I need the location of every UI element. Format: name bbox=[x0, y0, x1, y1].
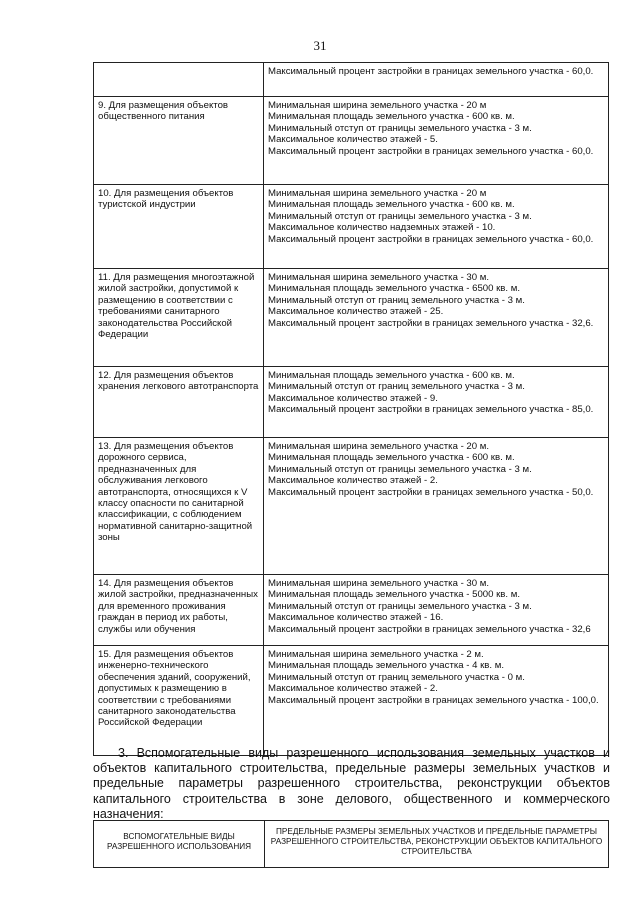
table-body bbox=[94, 63, 609, 756]
parameter-line: Максимальное количество этажей - 25. bbox=[268, 306, 444, 318]
paragraph-text: 3. Вспомогательные виды разрешенного использования земельных участков и объектов капитального строительства, предельные размеры земельных участков и предельные параметры разрешенного строительства, реконструкции объектов капитального строительства в зоне делового, общественного и коммерческого назначения: bbox=[93, 746, 610, 821]
parameter-line: Минимальная ширина земельного участка - 30 м. bbox=[268, 272, 490, 283]
parameter-line: Минимальная площадь земельного участка - 4 кв. м. bbox=[268, 660, 504, 672]
table-row bbox=[94, 575, 609, 646]
page-number: 31 bbox=[313, 38, 327, 53]
zoning-parameters-table bbox=[93, 62, 609, 756]
parameters-cell bbox=[264, 97, 609, 185]
use-type-cell bbox=[94, 63, 264, 97]
use-type-cell: 14. Для размещения объектов жилой застройки, предназначенных для временного проживания граждан в период их работы, службы или обучения bbox=[94, 575, 264, 646]
parameter-line: Минимальная ширина земельного участка - 2 м. bbox=[268, 649, 484, 660]
parameter-line: Минимальная площадь земельного участка - 600 кв. м. bbox=[268, 370, 515, 381]
table-row bbox=[94, 97, 609, 185]
parameter-line: Максимальный процент застройки в границах земельного участка - 50,0. bbox=[268, 486, 594, 498]
parameter-line: Минимальная ширина земельного участка - 20 м bbox=[268, 100, 487, 111]
parameters-cell bbox=[264, 646, 609, 756]
parameter-line: Максимальный процент застройки в границах земельного участка - 85,0. bbox=[268, 404, 594, 416]
parameter-line: Минимальный отступ от границ земельного участка - 0 м. bbox=[268, 671, 525, 683]
table-row bbox=[94, 63, 609, 97]
use-type-cell: 12. Для размещения объектов хранения легкового автотранспорта bbox=[94, 367, 264, 438]
table-row bbox=[94, 646, 609, 756]
table-row bbox=[94, 185, 609, 269]
use-type-cell: 15. Для размещения объектов инженерно-технического обеспечения зданий, сооружений, допустимых к размещению в соответствии с требованиями санитарного законодательства Российской Федерации bbox=[94, 646, 264, 756]
parameters-cell bbox=[264, 63, 609, 97]
table-row bbox=[94, 367, 609, 438]
parameter-line: Минимальная ширина земельного участка - 20 м bbox=[268, 188, 487, 199]
parameter-line: Минимальная площадь земельного участка - 600 кв. м. bbox=[268, 111, 515, 123]
use-type-cell: 13. Для размещения объектов дорожного сервиса, предназначенных для обслуживания легкового автотранспорта, относящихся к V классу опасности по санитарной классификации, с соблюдением нормативной санитарно-защитной зоны bbox=[94, 438, 264, 575]
parameter-line: Минимальный отступ от границы земельного участка - 3 м. bbox=[268, 600, 532, 612]
auxiliary-uses-table-header bbox=[93, 820, 609, 868]
parameter-line: Максимальное количество этажей - 2. bbox=[268, 683, 438, 695]
parameter-line: Минимальный отступ от границ земельного участка - 3 м. bbox=[268, 381, 525, 393]
parameter-line: Минимальная площадь земельного участка - 6500 кв. м. bbox=[268, 283, 520, 295]
parameter-line: Минимальная ширина земельного участка - 30 м. bbox=[268, 578, 490, 589]
parameter-line: Максимальное количество этажей - 5. bbox=[268, 134, 438, 146]
parameter-line: Максимальное количество этажей - 2. bbox=[268, 475, 438, 487]
parameter-line: Минимальная площадь земельного участка - 600 кв. м. bbox=[268, 199, 515, 211]
header-row bbox=[94, 821, 609, 868]
parameter-line: Максимальный процент застройки в границах земельного участка - 100,0. bbox=[268, 694, 599, 706]
parameter-line: Максимальный процент застройки в границах земельного участка - 60,0. bbox=[268, 233, 594, 245]
use-type-cell: 11. Для размещения многоэтажной жилой застройки, допустимой к размещению в соответствии с требованиями санитарного законодательства Российской Федерации bbox=[94, 269, 264, 367]
parameters-cell bbox=[264, 438, 609, 575]
parameter-line: Минимальный отступ от границы земельного участка - 3 м. bbox=[268, 463, 532, 475]
header-col-uses: ВСПОМОГАТЕЛЬНЫЕ ВИДЫ РАЗРЕШЕННОГО ИСПОЛЬЗОВАНИЯ bbox=[94, 821, 265, 868]
parameter-line: Максимальный процент застройки в границах земельного участка - 32,6 bbox=[268, 623, 591, 635]
parameter-line: Минимальная площадь земельного участка - 5000 кв. м. bbox=[268, 589, 520, 601]
parameter-line: Максимальный процент застройки в границах земельного участка - 32,6. bbox=[268, 317, 594, 329]
table-row bbox=[94, 438, 609, 575]
parameter-line: Максимальный процент застройки в границах земельного участка - 60,0. bbox=[268, 145, 594, 157]
use-type-cell: 10. Для размещения объектов туристской индустрии bbox=[94, 185, 264, 269]
parameter-line: Максимальное количество надземных этажей - 10. bbox=[268, 222, 496, 234]
parameter-line: Минимальный отступ от границы земельного участка - 3 м. bbox=[268, 122, 532, 134]
parameters-cell bbox=[264, 269, 609, 367]
use-type-cell: 9. Для размещения объектов общественного питания bbox=[94, 97, 264, 185]
parameter-line: Максимальный процент застройки в границах земельного участка - 60,0. bbox=[268, 66, 594, 77]
header-col-parameters: ПРЕДЕЛЬНЫЕ РАЗМЕРЫ ЗЕМЕЛЬНЫХ УЧАСТКОВ И ПРЕДЕЛЬНЫЕ ПАРАМЕТРЫ РАЗРЕШЕННОГО СТРОИТЕЛЬСТВА, РЕКОНСТРУКЦИИ ОБЪЕКТОВ КАПИТАЛЬНОГО СТРОИТЕЛЬСТВА bbox=[265, 821, 609, 868]
parameter-line: Максимальное количество этажей - 9. bbox=[268, 392, 438, 404]
parameter-line: Минимальная площадь земельного участка - 600 кв. м. bbox=[268, 452, 515, 464]
parameter-line: Максимальное количество этажей - 16. bbox=[268, 612, 444, 624]
parameter-line: Минимальная ширина земельного участка - 20 м. bbox=[268, 441, 490, 452]
parameters-cell bbox=[264, 575, 609, 646]
parameters-cell bbox=[264, 185, 609, 269]
section-paragraph bbox=[93, 746, 610, 822]
parameter-line: Минимальный отступ от границы земельного участка - 3 м. bbox=[268, 210, 532, 222]
parameter-line: Минимальный отступ от границ земельного участка - 3 м. bbox=[268, 294, 525, 306]
table-row bbox=[94, 269, 609, 367]
parameters-cell bbox=[264, 367, 609, 438]
